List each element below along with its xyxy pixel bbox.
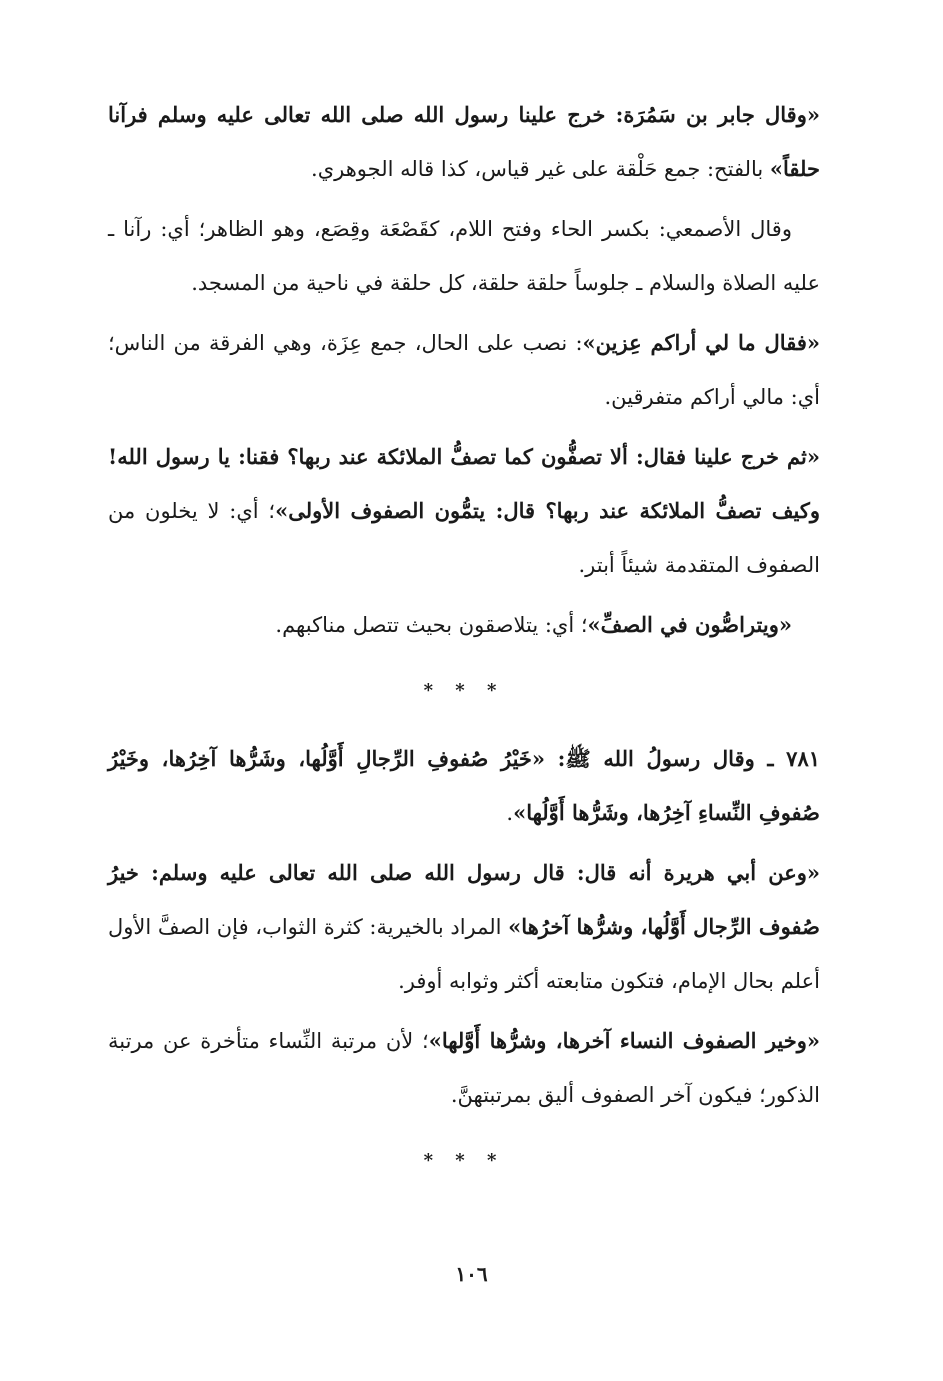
commentary-text: وقال الأصمعي: بكسر الحاء وفتح اللام، كقَصْعَة وقِصَع، وهو الظاهر؛ أي: رآنا ـ عليه الصلاة والسلام ـ جلوساً حلقة حلقة، كل حلقة في ناحية من المسجد. [108, 217, 820, 295]
commentary-text: ؛ أي: يتلاصقون بحيث تتصل مناكبهم. [275, 613, 588, 637]
paragraph-saff [108, 430, 820, 592]
commentary-text: ؛ لأن مرتبة النِّساء متأخرة عن مرتبة الذكور؛ فيكون آخر الصفوف أليق بمرتبتهنَّ. [108, 1029, 820, 1107]
paragraph-asmai [108, 202, 820, 310]
quoted-text: «وخير الصفوف النساء آخرها، وشرُّها أَوَّلها» [428, 1028, 821, 1053]
page-number: ١٠٦ [455, 1262, 488, 1286]
commentary-text: المراد بالخيرية: كثرة الثواب، فإن الصفَّ الأول أعلم بحال الإمام، فتكون متابعته أكثر وثوابه أوفر. [108, 915, 820, 993]
paragraph-women-rows [108, 1014, 820, 1122]
hadith-number: ٧٨١ ـ وقال رسولُ الله ﷺ: [545, 746, 821, 771]
commentary-text: : نصب على الحال، جمع عِزَة، وهي الفرقة من الناس؛ أي: مالي أراكم متفرقين. [108, 331, 820, 409]
hadith-781 [108, 732, 820, 840]
quoted-text: «فقال ما لي أراكم عِزين» [582, 330, 820, 355]
quoted-text: «ويتراصُّون في الصفِّ» [587, 612, 792, 637]
hadith-end: . [506, 801, 514, 825]
commentary-text: ؛ أي: لا يخلون من الصفوف المتقدمة شيئاً أبتر. [108, 499, 820, 577]
paragraph-abu-hurayra [108, 846, 820, 1008]
paragraph-izin [108, 316, 820, 424]
section-separator: * * * [423, 680, 505, 701]
quoted-text: «وعن أبي هريرة أنه قال: قال رسول الله صلى الله تعالى عليه وسلم: خيرُ صُفوف الرِّجال أَوَّلُها، وشرُّها آخرُها» [108, 860, 820, 939]
quoted-text: «ثم خرج علينا فقال: ألا تصفُّون كما تصفُّ الملائكة عند ربها؟ فقنا: يا رسول الله! وكيف تصفُّ الملائكة عند ربها؟ قال: يتمُّون الصفوف الأولى» [108, 444, 821, 523]
section-separator: * * * [423, 1150, 505, 1171]
quoted-text: «وقال جابر بن سَمُرَة: خرج علينا رسول الله صلى الله تعالى عليه وسلم فرآنا حلقاً» [108, 102, 820, 181]
paragraph-jabir [108, 88, 820, 196]
paragraph-taraass [108, 598, 820, 652]
commentary-text: بالفتح: جمع حَلْقة على غير قياس، كذا قاله الجوهري. [311, 157, 770, 181]
hadith-text: «خَيْرُ صُفوفِ الرِّجالِ أَوَّلُها، وشَرُّها آخِرُها، وخَيْرُ صُفوفِ النِّساءِ آخِرُها، وشَرُّها أَوَّلُها» [108, 746, 820, 825]
page-body [108, 88, 820, 1202]
